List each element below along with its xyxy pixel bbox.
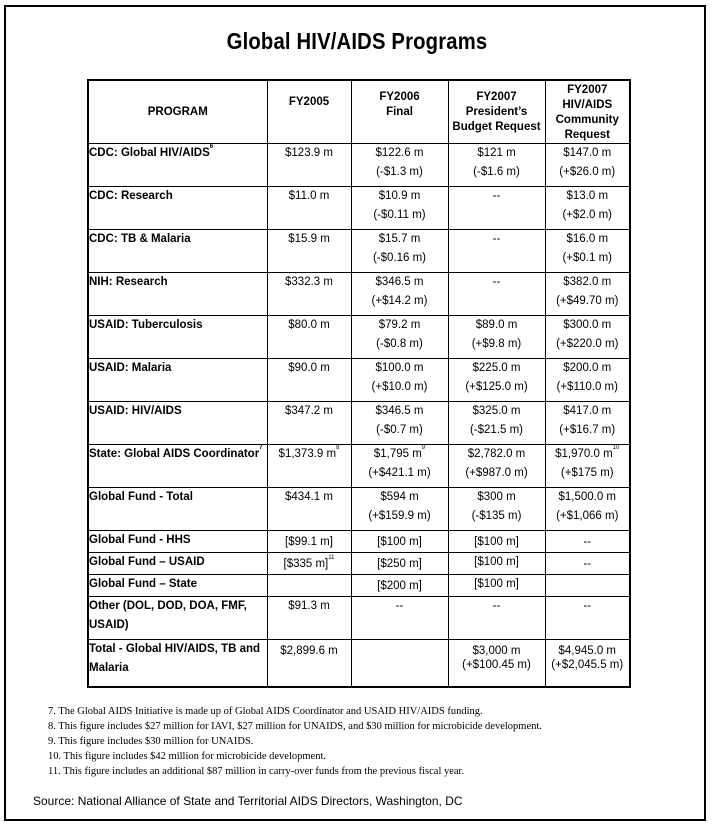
fy2006-cell: $100.0 m (+$10.0 m) [351,359,448,402]
program-cell: Global Fund - HHS [88,531,267,553]
footnote-ref: 8 [336,445,340,451]
footnote-ref: 6 [209,144,214,150]
program-cell: Other (DOL, DOD, DOA, FMF, USAID) [88,597,267,640]
fy2007-community-cell: $417.0 m (+$16.7 m) [545,402,630,445]
fy2006-cell: [$100 m] [351,531,448,553]
program-cell: CDC: Research [88,187,267,230]
fy2007-community-cell: $16.0 m (+$0.1 m) [545,230,630,273]
fy2007-president-cell: -- [448,187,545,230]
fy2006-cell: [$200 m] [351,575,448,597]
footnote-ref: 11 [328,555,335,561]
table-row [88,597,630,640]
fy2007-president-cell: [$100 m] [448,531,545,553]
footnote-11: 11. This figure includes an additional $87 million in carry-over funds from the previous fiscal year. [48,766,465,777]
fy2007-president-cell: [$100 m] [448,553,545,575]
fy2006-cell: $122.6 m (-$1.3 m) [351,144,448,187]
fy2007-community-cell: -- [545,553,630,575]
fy2005-cell: $80.0 m [267,316,351,359]
fy2007-community-cell: $382.0 m (+$49.70 m) [545,273,630,316]
fy2007-president-cell: -- [448,597,545,640]
fy2006-cell: $346.5 m (+$14.2 m) [351,273,448,316]
header-fy2007-community [545,80,630,144]
fy2005-cell: $434.1 m [267,488,351,531]
program-cell: CDC: TB & Malaria [88,230,267,273]
fy2005-cell: $91.3 m [267,597,351,640]
header-fy2006-l2: Final [386,106,413,118]
footnote-8: 8. This figure includes $27 million for IAVI, $27 million for UNAIDS, and $30 million for microbicide development. [48,721,542,732]
header-fy2007c-l1: FY2007 [567,84,608,96]
header-fy2006 [351,80,448,144]
table-row [88,144,630,187]
fy2005-cell: $123.9 m [267,144,351,187]
fy2005-cell: $90.0 m [267,359,351,402]
fy2007-community-cell: -- [545,597,630,640]
fy2007-president-cell: -- [448,230,545,273]
fy2007-president-cell: $2,782.0 m (+$987.0 m) [448,445,545,488]
fy2005-cell: [$335 m]$^{11}$ [267,553,351,575]
fy2005-cell: $332.3 m [267,273,351,316]
footnote-ref: 7 [259,445,263,451]
header-fy2007c-l4: Request [564,129,610,141]
header-fy2006-l1: FY2006 [379,91,420,103]
fy2007-president-cell: $225.0 m (+$125.0 m) [448,359,545,402]
fy2007-community-cell: $147.0 m (+$26.0 m) [545,144,630,187]
table-row [88,553,630,575]
table-row [88,316,630,359]
fy2005-cell: $1,373.9 $m^8$ [267,445,351,488]
program-cell: Total - Global HIV/AIDS, TB and Malaria [88,640,267,687]
header-fy2007p-l3: Budget Request [452,121,541,133]
fy2006-cell: $346.5 m (-$0.7 m) [351,402,448,445]
table-row [88,402,630,445]
fy2005-cell: $347.2 m [267,402,351,445]
fy2007-community-cell: $4,945.0 m (+$2,045.5 m) [545,640,630,687]
fy2007-president-cell: $325.0 m (-$21.5 m) [448,402,545,445]
fy2006-cell: $594 m (+$159.9 m) [351,488,448,531]
program-cell: USAID: Tuberculosis [88,316,267,359]
fy2007-community-cell: $200.0 m (+$110.0 m) [545,359,630,402]
source-line: Source: National Alliance of State and Territorial AIDS Directors, Washington, DC [33,794,463,808]
fy2007-community-cell: $300.0 m (+$220.0 m) [545,316,630,359]
header-fy2005: FY2005 [267,80,351,144]
header-program: PROGRAM [88,80,267,144]
programs-table [87,79,631,688]
table-row [88,575,630,597]
fy2007-president-cell: $3,000 m (+$100.45 m) [448,640,545,687]
fy2007-president-cell: $121 m (-$1.6 m) [448,144,545,187]
table-row [88,445,630,488]
fy2007-community-cell [545,575,630,597]
footnotes [48,704,542,779]
fy2005-cell: $2,899.6 m [267,640,351,687]
fy2007-community-cell: $13.0 m (+$2.0 m) [545,187,630,230]
footnote-ref: 9 [421,445,426,451]
program-cell: USAID: Malaria [88,359,267,402]
fy2007-president-cell: $89.0 m (+$9.8 m) [448,316,545,359]
header-fy2007p-l1: FY2007 [476,91,517,103]
program-cell: Global Fund – USAID [88,553,267,575]
header-fy2007c-l2: HIV/AIDS [562,99,613,111]
table-row [88,359,630,402]
program-cell: NIH: Research [88,273,267,316]
table-row [88,488,630,531]
program-cell: Global Fund - Total [88,488,267,531]
fy2005-cell [267,575,351,597]
table-row [88,230,630,273]
fy2006-cell: $1,795 $m^9$ (+$421.1 m) [351,445,448,488]
footnote-ref: 10 [612,445,620,451]
table-row [88,531,630,553]
page-title: Global HIV/AIDS Programs [226,28,488,54]
fy2006-cell: $79.2 m (-$0.8 m) [351,316,448,359]
fy2006-cell: -- [351,597,448,640]
fy2007-president-cell: -- [448,273,545,316]
header-fy2007-president [448,80,545,144]
fy2007-community-cell: -- [545,531,630,553]
program-cell: USAID: HIV/AIDS [88,402,267,445]
fy2005-cell: [$99.1 m] [267,531,351,553]
fy2007-president-cell: $300 m (-$135 m) [448,488,545,531]
header-row [88,80,630,144]
fy2005-cell: $15.9 m [267,230,351,273]
fy2007-president-cell: [$100 m] [448,575,545,597]
program-cell: Global Fund – State [88,575,267,597]
table-row [88,640,630,687]
footnote-10: 10. This figure includes $42 million for microbicide development. [48,751,326,762]
fy2006-cell: [$250 m] [351,553,448,575]
program-cell: State: Global AIDS Coordinator$^7$ [88,445,267,488]
footnote-9: 9. This figure includes $30 million for UNAIDS. [48,736,254,747]
fy2006-cell: $10.9 m (-$0.11 m) [351,187,448,230]
header-fy2007p-l2: President’s [465,106,528,118]
fy2005-cell: $11.0 m [267,187,351,230]
fy2006-cell [351,640,448,687]
fy2007-community-cell: $1,970.0 $m^{10}$ (+$175 m) [545,445,630,488]
program-cell: CDC: Global HIV/AIDS$^6$ [88,144,267,187]
fy2007-community-cell: $1,500.0 m (+$1,066 m) [545,488,630,531]
footnote-7: 7. The Global AIDS Initiative is made up of Global AIDS Coordinator and USAID HIV/AIDS funding. [48,706,483,717]
header-fy2007c-l3: Community [555,114,619,126]
fy2006-cell: $15.7 m (-$0.16 m) [351,230,448,273]
table-row [88,187,630,230]
table-row [88,273,630,316]
